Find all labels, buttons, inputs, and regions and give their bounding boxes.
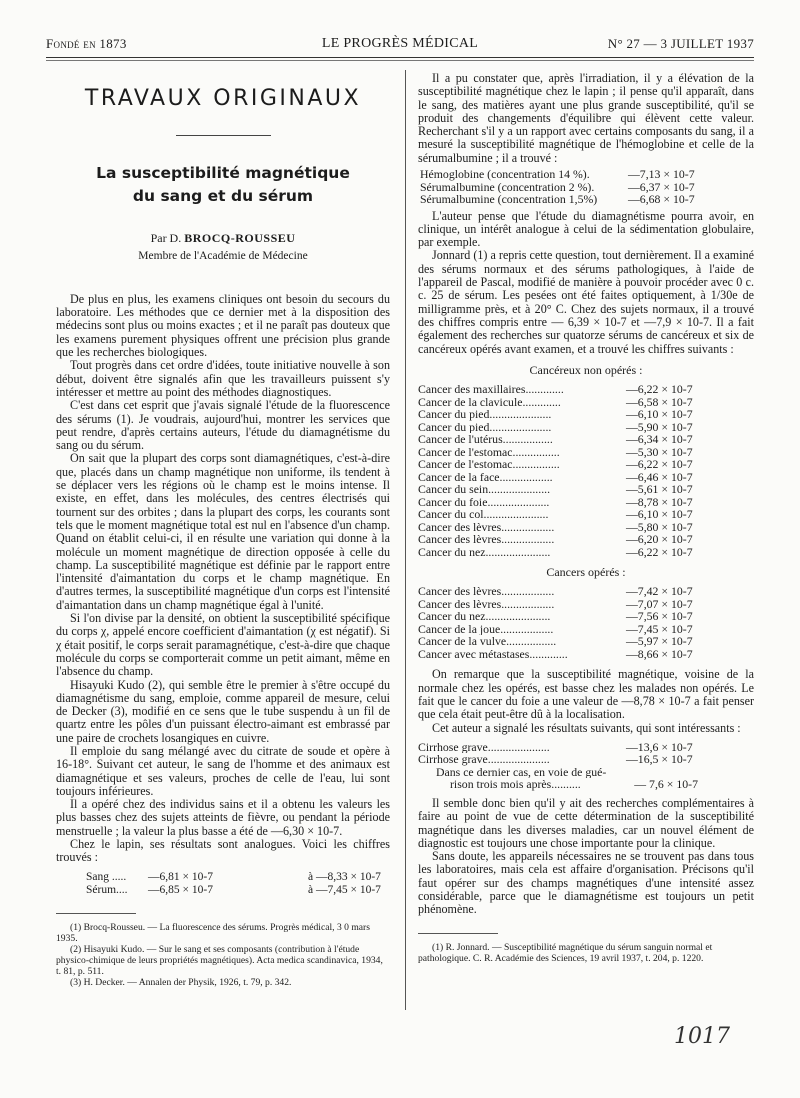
row-value: —5,90 × 10-7: [626, 419, 693, 434]
table-row: [418, 598, 754, 611]
left-column: [56, 80, 390, 988]
footnote: (2) Hisayuki Kudo. — Sur le sang et ses composants (contribution à l'étude physico-chimique de leurs propriétés magnétiques). Acta medica scandinavica, 1934, t. 81, p. 511.: [56, 944, 383, 978]
row-label: Cancer de la clavicule.............: [418, 395, 561, 409]
row-label: Cancer des maxillaires.............: [418, 383, 564, 396]
table-row: [418, 546, 754, 559]
row-label: Cancer du nez......................: [418, 545, 551, 559]
table-row: [418, 521, 754, 534]
table-row: [418, 446, 754, 459]
paragraph: Jonnard (1) a repris cette question, tout dernièrement. Il a examiné des sérums normaux et des sérums pathologiques, à l'aide de l'appareil de Pascal, modifié de manière à pouvoir procéder avec 0 c. c. 25 de sérum. Les pesées ont été faites optiquement, à 1/30e de milligramme près, et à 20° C. Chez des sujets normaux, il a trouvé des chiffres compris entre — 6,39 × 10-7 et —7,9 × 10-7. Il a fait également des recherches sur quatorze sérums de cancéreux et six de cancéreux opérés avant examen, et a trouvé les chiffres suivants :: [418, 248, 754, 356]
row-label: Cancer de l'utérus.................: [418, 433, 553, 446]
right-column: [418, 72, 754, 964]
row-label: Cancer de l'estomac................: [418, 458, 560, 471]
article-title: [56, 162, 390, 208]
formula-value: —6,81 × 10-7: [148, 870, 213, 883]
table-row: [418, 778, 754, 791]
paragraph: Si l'on divise par la densité, on obtient la susceptibilité spécifique du corps χ, appelé encore coefficient d'aimantation (χ est négatif). Si χ était positif, le corps serait paramagnétique, c'est-à-dire que chaque molécule du corps se comporterait comme un petit aimant, même en l'absence du champ.: [56, 611, 390, 679]
header-journal-title: LE PROGRÈS MÉDICAL: [321, 36, 479, 51]
row-value: —8,78 × 10-7: [626, 494, 693, 509]
table-row: [418, 193, 754, 206]
author-name: BROCQ-ROUSSEU: [184, 231, 296, 246]
row-value: —7,45 × 10-7: [626, 621, 693, 636]
row-value: —16,5 × 10-7: [626, 752, 693, 767]
table-cirrhose: [418, 741, 754, 791]
table-row: [418, 168, 754, 181]
table-row: [418, 741, 754, 754]
row-value: —5,61 × 10-7: [626, 482, 693, 497]
byline-prefix: Par D.: [150, 231, 182, 246]
column-divider: [405, 70, 406, 1010]
running-header: [46, 36, 754, 56]
rabbit-values: [56, 871, 390, 898]
row-value: —6,22 × 10-7: [626, 457, 693, 472]
table-row: [418, 635, 754, 648]
row-label: Sérumalbumine (concentration 1,5%): [420, 193, 598, 206]
table-row: [418, 408, 754, 421]
row-value: —6,10 × 10-7: [626, 507, 693, 522]
row-value: —6,22 × 10-7: [626, 544, 693, 559]
table-row: [418, 753, 754, 766]
row-label: Cancer du pied.....................: [418, 420, 552, 434]
row-label: Cancer du foie.....................: [418, 495, 550, 509]
row-label: Cancer de l'estomac................: [418, 445, 560, 459]
row-label: Cancer des lèvres..................: [418, 585, 555, 598]
row-label: Cancer des lèvres..................: [418, 597, 555, 611]
row-value: —6,68 × 10-7: [628, 192, 695, 207]
row-value: —7,13 × 10-7: [628, 167, 695, 182]
row-label: Sérumalbumine (concentration 2 %).: [420, 180, 595, 194]
row-label: Cancer de la face..................: [418, 470, 553, 484]
footnote-rule: [56, 913, 136, 914]
formula-value: à —8,33 × 10-7: [308, 870, 381, 883]
row-label: Dans ce dernier cas, en voie de gué-: [436, 765, 607, 779]
header-rule-top: [46, 57, 754, 58]
row-label: Cancer de la joue..................: [418, 622, 554, 636]
byline: [56, 232, 390, 245]
header-rule-bottom: [46, 60, 754, 61]
formula-row: [56, 871, 390, 884]
row-value: —6,10 × 10-7: [626, 407, 693, 422]
paragraph: C'est dans cet esprit que j'avais signalé l'étude de la fluorescence des sérums (1). Je voudrais, aujourd'hui, montrer les services que peut rendre, d'après certains auteurs, l'étude du diamagnétisme du sang ou du sérum.: [56, 398, 390, 453]
row-label: Cancer du pied.....................: [418, 408, 552, 421]
footnote: (1) Brocq-Rousseu. — La fluorescence des sérums. Progrès médical, 3 0 mars 1935.: [56, 922, 370, 945]
row-value: —8,66 × 10-7: [626, 646, 693, 661]
formula-label: Sérum....: [86, 883, 128, 896]
paragraph: Tout progrès dans cet ordre d'idées, toute initiative nouvelle à son début, doivent être signalés afin que les travailleurs puissent s'y intéresser et mettre au point des méthodes diagnostiques.: [56, 358, 390, 399]
table-row: [418, 508, 754, 521]
table-row: [418, 766, 754, 779]
paragraph: Cet auteur a signalé les résultats suivants, qui sont intéressants :: [432, 720, 741, 735]
table-row: [418, 433, 754, 446]
row-value: —5,80 × 10-7: [626, 519, 693, 534]
row-label: Cancer de la vulve.................: [418, 635, 557, 648]
row-label: Cancer du col......................: [418, 508, 549, 521]
paragraph: On sait que la plupart des corps sont diamagnétiques, c'est-à-dire que, placés dans un champ magnétique non uniforme, ils tendent à se déplacer vers les régions où le champ est le moins intense. Il existe, en effet, dans les molécules, des centres électrisés qui tournent sur des orbites ; dans la plupart des corps, les courants sont tels que le moment magnétique total est nul en l'absence d'un champ. Quand on établit celui-ci, il en résulte une variation qui donne à la molécule un moment magnétique de direction opposée à celle du champ. La susceptibilité magnétique est définie par le rapport entre l'intensité d'aimantation du corps et le champ magnétique. En d'autres termes, la susceptibilité magnétique d'un corps est l'intensité d'aimantation dans un champ magnétique égal à l'unité.: [56, 451, 390, 612]
row-label: rison trois mois après..........: [450, 778, 581, 791]
paragraph: On remarque que la susceptibilité magnétique, voisine de la normale chez les opérés, est basse chez les malades non opérés. Le fait que le cancer du foie a une valeur de —8,78 × 10-7 a fait penser que cela était peut-être dû à la localisation.: [418, 667, 754, 722]
table-operes: [418, 585, 754, 660]
table-row: [418, 610, 754, 623]
paragraph: L'auteur pense que l'étude du diamagnétisme pourra avoir, en clinique, un intérêt analogue à celui de la sédimentation globulaire, par exemple.: [418, 208, 754, 250]
table-row: [418, 533, 754, 546]
paragraph: De plus en plus, les examens cliniques ont besoin du secours du laboratoire. Les méthodes que ce dernier met à la disposition des médecins sont plus ou moins exactes ; et il ne paraît pas douteux que les examens purement physiques offrent une précision plus grande que les recherches biologiques.: [56, 291, 390, 360]
paragraph: Il semble donc bien qu'il y ait des recherches complémentaires à faire au point de vue de cette détermination de la susceptibilité magnétique dans les diverses maladies, car un nouvel élément de diagnostic est toujours une chose importante pour la clinique.: [418, 795, 754, 850]
table-row: [418, 383, 754, 396]
table-row: [418, 648, 754, 661]
row-value: —5,30 × 10-7: [626, 444, 693, 459]
protein-values: [418, 168, 754, 206]
table-row: [418, 483, 754, 496]
row-value: —6,46 × 10-7: [626, 469, 693, 484]
header-issue-date: N° 27 — 3 JUILLET 1937: [607, 36, 754, 51]
page-number-handwritten: 1017: [674, 1024, 730, 1049]
table-row: [418, 585, 754, 598]
table-row: [418, 471, 754, 484]
paragraph: Chez le lapin, ses résultats sont analogues. Voici les chiffres trouvés :: [56, 837, 390, 865]
table-row: [418, 421, 754, 434]
paragraph: Il emploie du sang mélangé avec du citrate de soude et opère à 16-18°. Suivant cet auteur, le sang de l'homme et des animaux est diamagnétique et ses valeurs, proches de celle de l'eau, lui sont toujours inférieures.: [56, 743, 390, 798]
table-row: [418, 496, 754, 509]
row-label: Cancer du sein.....................: [418, 483, 551, 496]
table-row: [418, 181, 754, 194]
header-founded: Fondé en 1873: [46, 36, 127, 51]
formula-label: Sang .....: [86, 870, 127, 883]
row-value: —7,42 × 10-7: [626, 584, 693, 599]
section-rubric: TRAVAUX ORIGINAUX: [84, 86, 362, 111]
row-label: Cancer du nez......................: [418, 610, 551, 623]
row-value: —5,97 × 10-7: [626, 634, 693, 649]
footnote: (3) H. Decker. — Annalen der Physik, 1926, t. 79, p. 342.: [70, 977, 292, 989]
rubric-rule: [176, 135, 271, 136]
row-label: Cancer avec métastases.............: [418, 647, 568, 661]
formula-row: [56, 884, 390, 897]
article-title-line-2: du sang et du sérum: [132, 187, 314, 206]
row-value: —6,20 × 10-7: [626, 532, 693, 547]
paragraph: Il a opéré chez des individus sains et il a obtenu les valeurs les plus basses chez des sujets atteints de fièvre, ou pendant la période menstruelle ; la valeur la plus basse a été de —6,30 × 10-7.: [56, 797, 390, 838]
row-value: — 7,6 × 10-7: [634, 777, 698, 792]
table-row: [418, 458, 754, 471]
paragraph: Sans doute, les appareils nécessaires ne se trouvent pas dans tous les laboratoires, mais cela est affaire d'organisation. Précisons qu'il faut opérer sur des champs magnétiques d'une intensité assez considérable, parce que le diamagnétisme est toujours un petit phénomène.: [418, 849, 754, 917]
row-label: Cirrhose grave.....................: [418, 740, 550, 754]
formula-value: à —7,45 × 10-7: [308, 883, 381, 896]
table-row: [418, 396, 754, 409]
formula-value: —6,85 × 10-7: [148, 883, 213, 896]
paragraph: Hisayuki Kudo (2), qui semble être le premier à s'être occupé du diamagnétisme du sang, emploie, comme appareil de mesure, celui de Decker (3), modifié en ce sens que le tube suspendu à un fil de quartz entre les pôles d'un puissant électro-aimant est embrassé par une paire de crochets losangiques en cuivre.: [56, 677, 390, 745]
footnote: (1) R. Jonnard. — Susceptibilité magnétique du sérum sanguin normal et pathologique. C. R. Académie des Sciences, 19 avril 1937, t. 204, p. 1220.: [418, 941, 713, 964]
row-value: —6,34 × 10-7: [626, 432, 693, 447]
row-value: —6,37 × 10-7: [628, 179, 695, 194]
row-label: Cancer des lèvres..................: [418, 520, 555, 534]
table-heading-operes: Cancers opérés :: [546, 565, 626, 580]
paragraph: Il a pu constater que, après l'irradiation, il y a élévation de la susceptibilité magnétique chez le lapin ; il pense qu'il apparaît, dans le sang, des matières ayant une plus grande susceptibilité, qu'il se produit des changements d'équilibre qui élèvent cette valeur. Recherchant s'il y a un rapport avec certains composants du sang, il a mesuré la susceptibilité magnétique de l'hémoglobine et celle de la sérumalbumine ; il a trouvé :: [418, 71, 754, 165]
row-value: —7,07 × 10-7: [626, 596, 693, 611]
table-non-operes: [418, 383, 754, 558]
row-value: —13,6 × 10-7: [626, 739, 693, 754]
author-affiliation: Membre de l'Académie de Médecine: [138, 249, 308, 262]
article-title-line-1: La susceptibilité magnétique: [96, 164, 350, 183]
row-value: —7,56 × 10-7: [626, 609, 693, 624]
footnote-rule: [418, 933, 498, 934]
row-label: Cancer des lèvres..................: [418, 533, 555, 546]
row-label: Hémoglobine (concentration 14 %).: [420, 168, 590, 181]
row-label: Cirrhose grave.....................: [418, 753, 550, 766]
table-row: [418, 623, 754, 636]
row-value: —6,58 × 10-7: [626, 394, 693, 409]
table-heading-non-operes: Cancéreux non opérés :: [529, 362, 643, 377]
row-value: —6,22 × 10-7: [626, 382, 693, 397]
